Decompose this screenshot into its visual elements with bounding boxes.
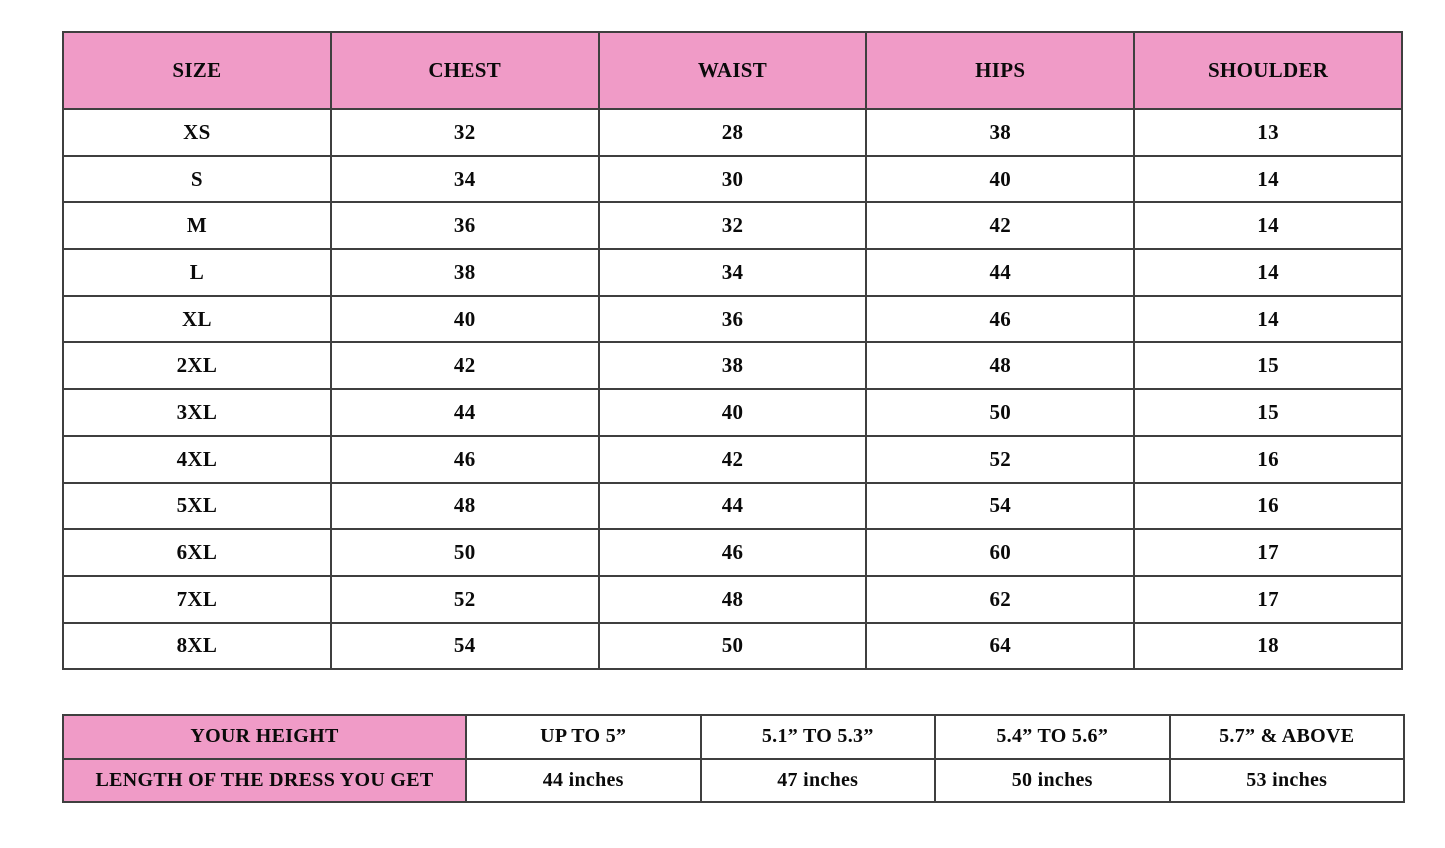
hips-cell: 38 xyxy=(866,109,1134,156)
waist-cell: 46 xyxy=(599,529,867,576)
chest-cell: 36 xyxy=(331,202,599,249)
column-header-shoulder: SHOULDER xyxy=(1134,32,1402,109)
hips-cell: 44 xyxy=(866,249,1134,296)
hips-cell: 60 xyxy=(866,529,1134,576)
shoulder-cell: 14 xyxy=(1134,202,1402,249)
shoulder-cell: 16 xyxy=(1134,483,1402,530)
height-range-cell: 5.7” & ABOVE xyxy=(1170,715,1405,759)
table-row-3xl xyxy=(63,389,1402,436)
hips-cell: 54 xyxy=(866,483,1134,530)
size-cell: XL xyxy=(63,296,331,343)
table-row-m xyxy=(63,202,1402,249)
shoulder-cell: 14 xyxy=(1134,296,1402,343)
size-cell: S xyxy=(63,156,331,203)
waist-cell: 44 xyxy=(599,483,867,530)
size-cell: 7XL xyxy=(63,576,331,623)
hips-cell: 50 xyxy=(866,389,1134,436)
size-cell: 6XL xyxy=(63,529,331,576)
table-row-4xl xyxy=(63,436,1402,483)
waist-cell: 38 xyxy=(599,342,867,389)
shoulder-cell: 13 xyxy=(1134,109,1402,156)
shoulder-cell: 14 xyxy=(1134,249,1402,296)
chest-cell: 42 xyxy=(331,342,599,389)
table-row-l xyxy=(63,249,1402,296)
hips-cell: 46 xyxy=(866,296,1134,343)
size-cell: L xyxy=(63,249,331,296)
shoulder-cell: 15 xyxy=(1134,342,1402,389)
height-length-table xyxy=(62,714,1405,803)
height-range-cell: 5.4” TO 5.6” xyxy=(935,715,1170,759)
size-cell: 5XL xyxy=(63,483,331,530)
size-chart-table xyxy=(62,31,1403,670)
shoulder-cell: 18 xyxy=(1134,623,1402,670)
shoulder-cell: 15 xyxy=(1134,389,1402,436)
chest-cell: 38 xyxy=(331,249,599,296)
column-header-size: SIZE xyxy=(63,32,331,109)
size-chart-header-row xyxy=(63,32,1402,109)
chest-cell: 50 xyxy=(331,529,599,576)
size-cell: M xyxy=(63,202,331,249)
table-row-6xl xyxy=(63,529,1402,576)
hips-cell: 52 xyxy=(866,436,1134,483)
shoulder-cell: 17 xyxy=(1134,576,1402,623)
column-header-waist: WAIST xyxy=(599,32,867,109)
waist-cell: 50 xyxy=(599,623,867,670)
waist-cell: 42 xyxy=(599,436,867,483)
waist-cell: 36 xyxy=(599,296,867,343)
dress-length-row xyxy=(63,759,1404,803)
chest-cell: 44 xyxy=(331,389,599,436)
chest-cell: 46 xyxy=(331,436,599,483)
table-row-xs xyxy=(63,109,1402,156)
hips-cell: 62 xyxy=(866,576,1134,623)
size-cell: 4XL xyxy=(63,436,331,483)
chest-cell: 40 xyxy=(331,296,599,343)
chest-cell: 52 xyxy=(331,576,599,623)
shoulder-cell: 16 xyxy=(1134,436,1402,483)
waist-cell: 30 xyxy=(599,156,867,203)
hips-cell: 48 xyxy=(866,342,1134,389)
shoulder-cell: 17 xyxy=(1134,529,1402,576)
size-cell: XS xyxy=(63,109,331,156)
dress-length-label-cell: LENGTH OF THE DRESS YOU GET xyxy=(63,759,466,803)
waist-cell: 40 xyxy=(599,389,867,436)
size-cell: 3XL xyxy=(63,389,331,436)
chest-cell: 32 xyxy=(331,109,599,156)
dress-length-cell: 53 inches xyxy=(1170,759,1405,803)
height-range-cell: 5.1” TO 5.3” xyxy=(701,715,936,759)
size-cell: 2XL xyxy=(63,342,331,389)
height-label-cell: YOUR HEIGHT xyxy=(63,715,466,759)
waist-cell: 48 xyxy=(599,576,867,623)
table-row-s xyxy=(63,156,1402,203)
chest-cell: 54 xyxy=(331,623,599,670)
size-cell: 8XL xyxy=(63,623,331,670)
table-row-xl xyxy=(63,296,1402,343)
height-row xyxy=(63,715,1404,759)
shoulder-cell: 14 xyxy=(1134,156,1402,203)
chest-cell: 48 xyxy=(331,483,599,530)
table-row-2xl xyxy=(63,342,1402,389)
chest-cell: 34 xyxy=(331,156,599,203)
dress-length-cell: 50 inches xyxy=(935,759,1170,803)
waist-cell: 28 xyxy=(599,109,867,156)
table-row-5xl xyxy=(63,483,1402,530)
height-range-cell: UP TO 5” xyxy=(466,715,701,759)
dress-length-cell: 44 inches xyxy=(466,759,701,803)
hips-cell: 42 xyxy=(866,202,1134,249)
column-header-hips: HIPS xyxy=(866,32,1134,109)
dress-length-cell: 47 inches xyxy=(701,759,936,803)
hips-cell: 64 xyxy=(866,623,1134,670)
hips-cell: 40 xyxy=(866,156,1134,203)
waist-cell: 32 xyxy=(599,202,867,249)
waist-cell: 34 xyxy=(599,249,867,296)
table-row-8xl xyxy=(63,623,1402,670)
column-header-chest: CHEST xyxy=(331,32,599,109)
table-row-7xl xyxy=(63,576,1402,623)
